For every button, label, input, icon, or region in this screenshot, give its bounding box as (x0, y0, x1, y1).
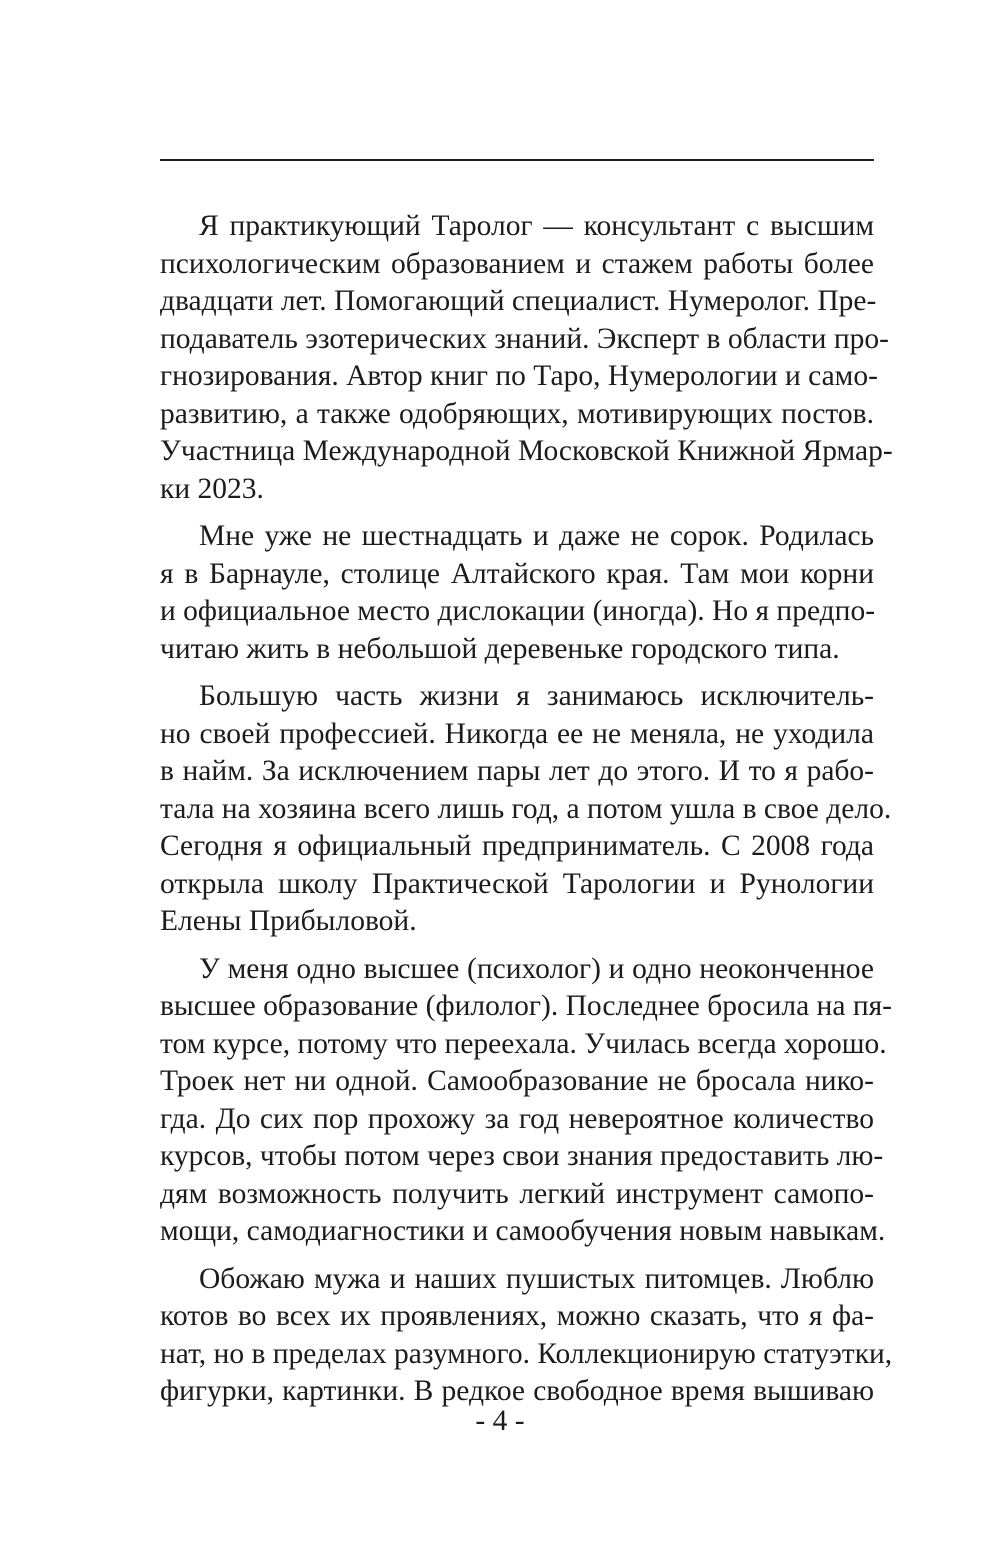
text-line: подаватель эзотерических знаний. Эксперт в области про- (160, 322, 889, 355)
text-line: двадцати лет. Помогающий специалист. Нумеролог. Пре- (160, 285, 877, 317)
text-line: Обожаю мужа и наших пушистых питомцев. Люблю (199, 1262, 874, 1295)
text-line: том курсе, потому что переехала. Училась всегда хорошо. (160, 1027, 887, 1060)
text-line: в найм. За исключением пары лет до этого. И то я рабо- (160, 755, 874, 787)
text-line: Сегодня я официальный предприниматель. С 2008 года (160, 830, 874, 862)
text-line: я в Барнауле, столице Алтайского края. Там мои корни (160, 557, 874, 590)
paragraph (160, 678, 892, 941)
text-line: Троек нет ни одной. Самообразование не бросала нико- (160, 1065, 874, 1097)
text-line: развитию, а также одобряющих, мотивирующих постов. (160, 397, 874, 430)
text-line: ки 2023. (160, 472, 264, 505)
text-line: Мне уже не шестнадцать и даже не сорок. Родилась (199, 520, 874, 552)
text-line: фигурки, картинки. В редкое свободное время вышиваю (160, 1375, 874, 1407)
body-text (160, 208, 893, 1421)
text-line: нат, но в пределах разумного. Коллекционирую статуэтки, (160, 1337, 893, 1370)
text-line: читаю жить в небольшой деревеньке городского типа. (160, 632, 840, 665)
text-line: гнозирования. Автор книг по Таро, Нумерологии и само- (160, 360, 878, 392)
text-line: Я практикующий Таролог — консультант с высшим (199, 210, 874, 242)
text-line: Елены Прибыловой. (160, 905, 417, 937)
text-line: тала на хозяина всего лишь год, а потом ушла в свое дело. (160, 792, 892, 825)
text-line: но своей профессией. Никогда ее не меняла, не уходила (160, 717, 874, 750)
text-line: мощи, самодиагностики и самообучения новым навыкам. (160, 1215, 886, 1247)
text-line: курсов, чтобы потом через свои знания предоставить лю- (160, 1140, 884, 1172)
paragraph (160, 1261, 893, 1411)
page-number: - 4 - (475, 1405, 525, 1437)
text-line: психологическим образованием и стажем работы более (160, 247, 874, 280)
header-rule (160, 159, 874, 161)
text-line: котов во всех их проявлениях, можно сказать, что я фа- (160, 1300, 874, 1332)
paragraph (160, 518, 874, 668)
text-line: Большую часть жизни я занимаюсь исключитель- (199, 680, 874, 712)
text-line: Участница Международной Московской Книжной Ярмар- (160, 435, 893, 467)
text-line: гда. До сих пор прохожу за год невероятное количество (160, 1102, 874, 1135)
text-line: высшее образование (филолог). Последнее бросила на пя- (160, 990, 892, 1022)
text-line: дям возможность получить легкий инструмент самопо- (160, 1177, 874, 1210)
text-line: и официальное место дислокации (иногда). Но я предпо- (160, 595, 876, 627)
text-line: открыла школу Практической Тарологии и Рунологии (160, 867, 874, 900)
paragraph (160, 951, 892, 1251)
text-line: У меня одно высшее (психолог) и одно неоконченное (199, 952, 874, 985)
paragraph (160, 208, 893, 508)
